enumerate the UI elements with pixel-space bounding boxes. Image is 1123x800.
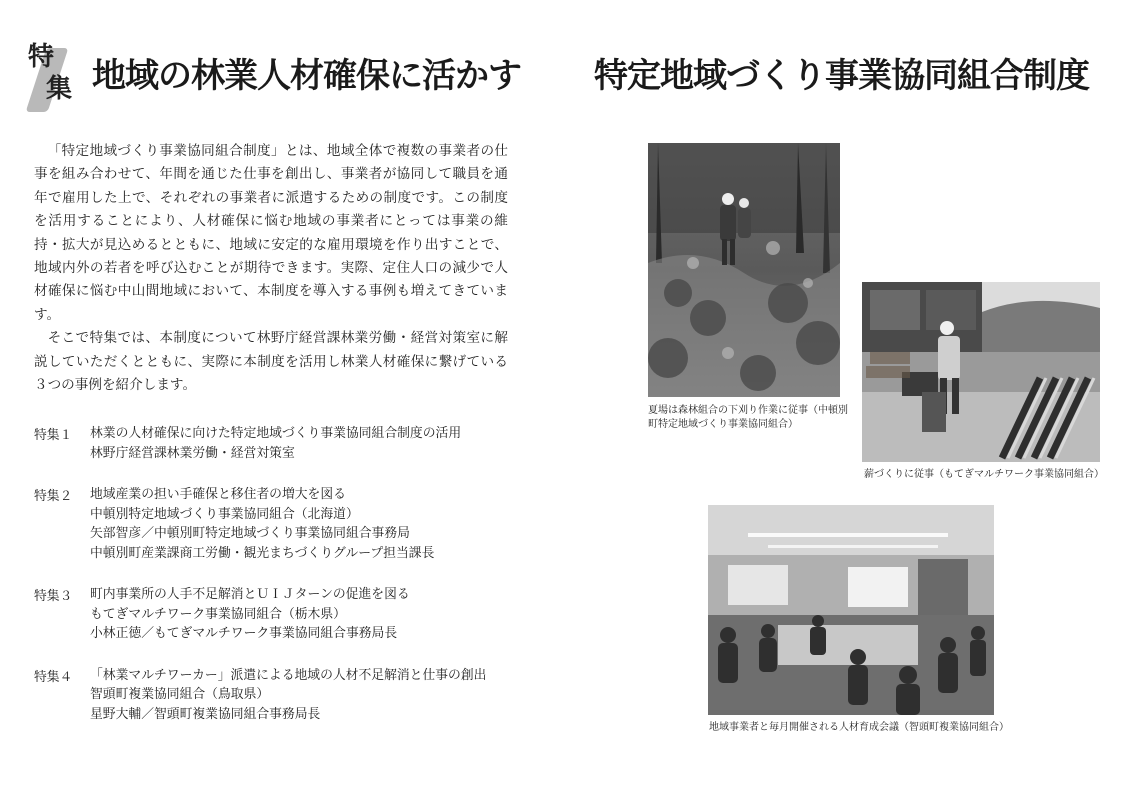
feature-item (34, 485, 554, 563)
intro-paragraph-2: そこで特集では、本制度について林野庁経営課林業労働・経営対策室に解説していただくとともに、実際に本制度を活用し林業人材確保に繋げている３つの事例を紹介します。 (34, 330, 508, 394)
firewood-photo (862, 282, 1100, 462)
meeting-photo (708, 505, 994, 715)
feature-organization: 智頭町複業協同組合（鳥取県） (90, 687, 270, 702)
badge-char-1: 特 (28, 42, 55, 72)
intro-text (34, 140, 508, 397)
meeting-photo-caption: 地域事業者と毎月開催される人材育成会議（智頭町複業協同組合） (709, 722, 1009, 733)
page-title: 地域の林業人材確保に活かす (92, 56, 521, 96)
forest-caption-line-1: 夏場は森林組合の下刈り作業に従事（中頓別 (648, 405, 848, 416)
feature-organization: 中頓別特定地域づくり事業協同組合（北海道） (90, 506, 359, 522)
forest-work-photo (648, 143, 840, 397)
intro-paragraph-1: 「特定地域づくり事業協同組合制度」とは、地域全体で複数の事業者の仕事を組み合わせて、年間を通じた仕事を創出し、事業者が協同して職員を通年で雇用した上で、それぞれの事業者に派遣するための制度です。この制度を活用することにより、人材確保に悩む地域の事業者にとっては事業の維持・拡大が見込めるとともに、地域に安定的な雇用環境を作り出すことで、地域内外の若者を呼び込むことが期待できます。実際、定住人口の減少で人材確保に悩む中山間地域において、本制度を導入する事例も増えてきています。 (34, 143, 508, 323)
feature-number: 特集４ (34, 669, 73, 685)
feature-organization: もてぎマルチワーク事業協同組合（栃木県） (90, 606, 346, 622)
feature-author: 星野大輔／智頭町複業協同組合事務局長 (90, 706, 321, 722)
feature-number: 特集２ (34, 489, 73, 504)
feature-number: 特集３ (34, 589, 73, 604)
firewood-photo-illustration (862, 282, 1100, 462)
feature-author: 矢部智彦／中頓別町特定地域づくり事業協同組合事務局 (90, 526, 410, 541)
page-subtitle: 特定地域づくり事業協同組合制度 (594, 56, 1089, 96)
feature-author: 林野庁経営課林業労働・経営対策室 (90, 445, 295, 461)
feature-item (34, 666, 554, 725)
forest-photo-illustration (648, 143, 840, 397)
feature-title: 地域産業の担い手確保と移住者の増大を図る (90, 487, 346, 502)
feature-badge (22, 40, 78, 110)
feature-list (34, 424, 554, 746)
forest-photo-caption (648, 404, 848, 432)
feature-number: 特集１ (34, 428, 73, 443)
feature-title: 「林業マルチワーカー」派遣による地域の人材不足解消と仕事の創出 (90, 667, 487, 683)
forest-caption-line-2: 町特定地域づくり事業協同組合） (648, 419, 798, 430)
badge-char-2: 集 (46, 74, 73, 104)
feature-item (34, 424, 554, 463)
meeting-photo-illustration (708, 505, 994, 715)
feature-title: 林業の人材確保に向けた特定地域づくり事業協同組合制度の活用 (90, 426, 462, 441)
firewood-photo-caption: 薪づくりに従事（もてぎマルチワーク事業協同組合） (864, 469, 1104, 480)
feature-author: 小林正徳／もてぎマルチワーク事業協同組合事務局長 (90, 626, 398, 641)
feature-title: 町内事業所の人手不足解消とＵＩＪターンの促進を図る (90, 587, 410, 602)
feature-author-role: 中頓別町産業課商工労働・観光まちづくりグループ担当課長 (90, 545, 435, 561)
feature-item (34, 585, 554, 644)
